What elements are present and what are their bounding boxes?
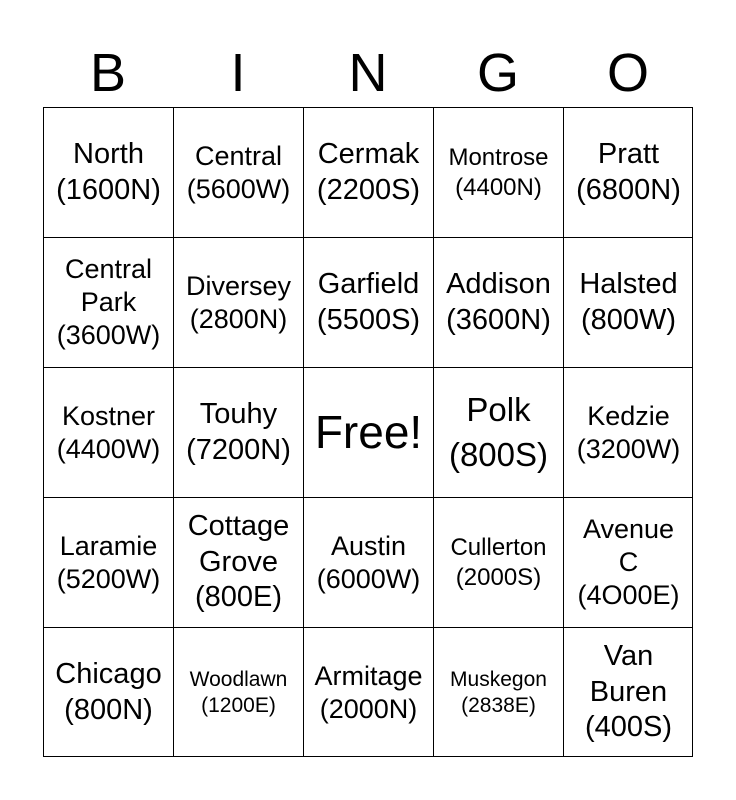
free-space-cell[interactable] — [303, 367, 433, 497]
bingo-cell[interactable] — [173, 497, 303, 627]
bingo-cell[interactable] — [303, 497, 433, 627]
bingo-cell[interactable] — [563, 237, 693, 367]
bingo-cell[interactable] — [433, 237, 563, 367]
cell-text: Van Buren (400S) — [584, 640, 673, 744]
cell-text: Cottage Grove (800E) — [187, 510, 290, 614]
header-letter-o: O — [606, 43, 649, 103]
cell-text: Cullerton (2000S) — [450, 534, 547, 591]
header-letter-i: I — [230, 43, 246, 103]
bingo-cell[interactable] — [173, 237, 303, 367]
bingo-cell[interactable] — [303, 107, 433, 237]
bingo-cell[interactable] — [433, 627, 563, 757]
cell-text: Central Park (3600W) — [56, 254, 161, 350]
bingo-cell[interactable] — [173, 367, 303, 497]
bingo-cell[interactable] — [303, 237, 433, 367]
cell-text: Kostner (4400W) — [56, 400, 161, 464]
cell-text: Polk (800S) — [448, 390, 549, 473]
cell-text: Garfield (5500S) — [316, 268, 421, 336]
bingo-cell[interactable] — [433, 107, 563, 237]
bingo-cell[interactable] — [173, 107, 303, 237]
cell-text: Touhy (7200N) — [186, 398, 291, 466]
cell-text: Central (5600W) — [186, 140, 291, 204]
bingo-cell[interactable] — [563, 627, 693, 757]
header-letter-n: N — [348, 43, 388, 103]
cell-text: Kedzie (3200W) — [576, 400, 681, 464]
bingo-card-grid — [43, 107, 693, 757]
bingo-cell[interactable] — [563, 497, 693, 627]
cell-text: Montrose (4400N) — [448, 144, 549, 201]
cell-text: Austin (6000W) — [316, 530, 421, 594]
bingo-cell[interactable] — [43, 107, 173, 237]
cell-text: Addison (3600N) — [446, 268, 551, 336]
free-space-text: Free! — [314, 406, 423, 459]
cell-text: Muskegon (2838E) — [450, 667, 547, 717]
bingo-cell[interactable] — [563, 367, 693, 497]
header-letter-b: B — [89, 43, 127, 103]
cell-text: Halsted (800W) — [579, 268, 678, 336]
cell-text: North (1600N) — [56, 138, 161, 206]
bingo-cell[interactable] — [43, 497, 173, 627]
bingo-cell[interactable] — [563, 107, 693, 237]
bingo-cell[interactable] — [433, 367, 563, 497]
bingo-cell[interactable] — [43, 237, 173, 367]
cell-text: Woodlawn (1200E) — [189, 667, 288, 717]
cell-text: Chicago (800N) — [55, 658, 162, 726]
bingo-cell[interactable] — [43, 367, 173, 497]
bingo-header — [43, 40, 693, 106]
header-letter-g: G — [476, 43, 519, 103]
bingo-cell[interactable] — [303, 627, 433, 757]
cell-text: Laramie (5200W) — [56, 530, 161, 594]
bingo-cell[interactable] — [43, 627, 173, 757]
cell-text: Pratt (6800N) — [576, 138, 681, 206]
cell-text: Diversey (2800N) — [185, 270, 292, 334]
cell-text: Cermak (2200S) — [316, 138, 421, 206]
cell-text: Armitage (2000N) — [314, 660, 423, 724]
bingo-cell[interactable] — [173, 627, 303, 757]
bingo-cell[interactable] — [433, 497, 563, 627]
cell-text: Avenue C (4O00E) — [577, 514, 680, 610]
